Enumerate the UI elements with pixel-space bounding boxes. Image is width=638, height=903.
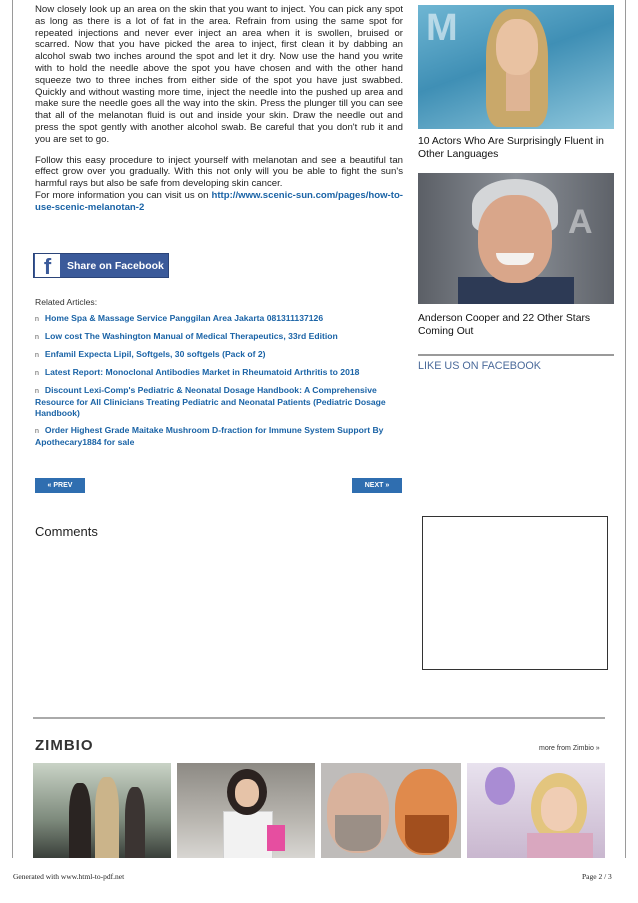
like-us-on-facebook[interactable]: LIKE US ON FACEBOOK (418, 360, 541, 372)
thumb-figure (69, 783, 91, 858)
related-item (35, 367, 403, 379)
bullet-icon: n (35, 370, 39, 377)
bullet-icon: n (35, 388, 39, 395)
thumb-figure (95, 777, 119, 858)
bullet-icon: n (35, 334, 39, 341)
related-item (35, 349, 403, 361)
thumb-beard (335, 815, 381, 851)
article-paragraph-1: Now closely look up an area on the skin that you want to inject. You can pick any spot as long as there is a lot of fat in the area. Refrain from using the same spot for repeated injections and never ever inject an area when it is swollen, bruised or scarred. Now that you have picked the area to inject, first clean it by dabbing an alcohol swab two inches around the spot and let it dry. Now use the hand you write with to hold the needle above the spot you have chosen and with the other hand squeeze two to three inches from either side of the spot you have just swabbed. Quickly and without wasting more time, inject the needle into the pushed up area and make sure the needle goes all the way into the skin. Press the plunger till you can see that all of the melanotan fluid is out and inside your skin. Draw the needle out and press the spot gently with another alcohol swab. Be careful that you don't rub it and you are set to go. (35, 4, 403, 145)
facebook-icon: f (35, 254, 60, 277)
more-from-zimbio-link[interactable]: more from Zimbio » (539, 745, 600, 752)
bullet-icon: n (35, 316, 39, 323)
related-link[interactable]: Low cost The Washington Manual of Medical Therapeutics, 33rd Edition (44, 331, 338, 341)
anderson-cooper-photo[interactable] (418, 173, 614, 304)
share-on-facebook-button[interactable] (33, 253, 169, 278)
related-link[interactable]: Enfamil Expecta Lipil, Softgels, 30 softgels (Pack of 2) (44, 349, 266, 359)
page-number: Page 2 / 3 (582, 872, 612, 881)
article-paragraph-2-text: Follow this easy procedure to inject yourself with melanotan and see a beautiful tan effect grow over you gradually. With this not only will you be able to fight the sun's harmful rays but also be safe from developing skin cancer. (35, 154, 403, 190)
zimbio-logo[interactable]: ZIMBIO (35, 737, 94, 754)
article-body (35, 4, 403, 223)
comments-title: Comments (35, 524, 98, 539)
share-label: Share on Facebook (67, 259, 164, 272)
thumb-body (223, 811, 273, 858)
bullet-icon: n (35, 352, 39, 359)
thumb-bag (267, 825, 285, 851)
thumb-face (235, 779, 259, 807)
related-item (35, 425, 403, 448)
related-list (35, 313, 403, 448)
thumb-beard (405, 815, 449, 853)
zimbio-thumbnail-1[interactable] (33, 763, 171, 858)
thumb-body (527, 833, 593, 858)
related-item (35, 331, 403, 343)
article-paragraph-2 (35, 155, 403, 214)
photo-face (478, 195, 552, 283)
photo-neck (506, 71, 530, 111)
related-link[interactable]: Discount Lexi-Comp's Pediatric & Neonatal Dosage Handbook: A Comprehensive Resource for All Clinicians Treating Pediatric and Neonatal Patients (Pediatric Dosage Handbook) (35, 385, 386, 418)
related-articles (35, 297, 403, 454)
related-heading: Related Articles: (35, 297, 98, 307)
related-link[interactable]: Order Highest Grade Maitake Mushroom D-fraction for Immune System Support By Apothecary1884 for sale (35, 425, 384, 447)
more-info-link[interactable]: http://www.scenic-sun.com/pages/how-to-use-scenic-melanotan-2 (35, 189, 403, 213)
related-link[interactable]: Home Spa & Massage Service Panggilan Area Jakarta 081311137126 (44, 313, 324, 323)
zimbio-divider (33, 717, 605, 719)
related-item (35, 385, 403, 419)
zimbio-thumbnail-2[interactable] (177, 763, 315, 858)
more-info-prefix: For more information you can visit us on (35, 189, 212, 201)
bullet-icon: n (35, 428, 39, 435)
related-link[interactable]: Latest Report: Monoclonal Antibodies Market in Rheumatoid Arthritis to 2018 (44, 367, 360, 377)
photo-smile (496, 253, 534, 265)
zimbio-thumbnail-3[interactable] (321, 763, 461, 858)
thumb-balloon (485, 767, 515, 805)
related-item (35, 313, 403, 325)
ad-placeholder (422, 516, 608, 670)
zimbio-thumbnail-4[interactable] (467, 763, 605, 858)
thumb-figure (125, 787, 145, 858)
next-button[interactable]: NEXT » (352, 478, 402, 493)
sidebar-divider (418, 354, 614, 356)
prev-button[interactable]: « PREV (35, 478, 85, 493)
sidebar-caption-actors[interactable]: 10 Actors Who Are Surprisingly Fluent in Other Languages (418, 136, 604, 160)
photo-face (496, 19, 538, 75)
actor-photo[interactable] (418, 5, 614, 129)
backdrop-letters: A (568, 203, 593, 241)
thumb-face (541, 787, 577, 831)
generated-with-text: Generated with www.html-to-pdf.net (13, 872, 125, 881)
sidebar-caption-coming-out[interactable]: Anderson Cooper and 22 Other Stars Coming Out (418, 313, 591, 337)
backdrop-letters: M (426, 7, 458, 49)
